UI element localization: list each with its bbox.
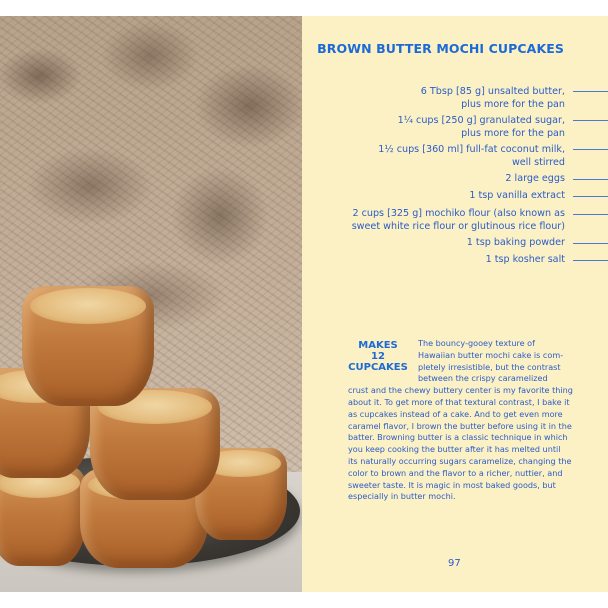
headnote-line: crust and the chewy buttery center is my favorite thing — [348, 385, 573, 396]
ingredient-item: 1 tsp vanilla extract — [469, 190, 565, 201]
headnote-line: caramel flavor, I brown the butter before using it in the — [348, 420, 572, 431]
ingredient-rule — [573, 196, 608, 197]
headnote-line: you keep cooking the butter after it has melted until — [348, 444, 561, 455]
cupcake-photo — [0, 16, 302, 592]
headnote-line: between the crispy caramelized — [418, 373, 548, 384]
ingredient-item: 2 large eggs — [505, 173, 565, 184]
ingredient-item: 1 tsp baking powder — [466, 237, 565, 248]
ingredient-rule — [573, 243, 608, 244]
book-spread — [0, 16, 608, 592]
headnote-line: especially in butter mochi. — [348, 491, 456, 502]
headnote-line: its naturally occurring sugars caramelize, changing the — [348, 456, 572, 466]
mochi-cupcake — [22, 286, 154, 406]
headnote-line: pletely irresistible, but the contrast — [418, 361, 561, 372]
yield-label: MAKES 12 CUPCAKES — [348, 340, 408, 373]
ingredient-item: 1½ cups [360 ml] full-fat coconut milk, well stirred — [378, 144, 565, 168]
headnote-line: Hawaiian butter mochi cake is com- — [418, 349, 564, 360]
headnote-line: sweeter taste. It is magic in most baked goods, but — [348, 479, 556, 490]
recipe-page — [302, 16, 608, 592]
ingredient-rule — [573, 260, 608, 261]
ingredient-rule — [573, 179, 608, 180]
recipe-title: BROWN BUTTER MOCHI CUPCAKES — [317, 41, 564, 56]
headnote-line: The bouncy-gooey texture of — [418, 338, 535, 348]
ingredient-item: 1 tsp kosher salt — [485, 254, 565, 265]
headnote-line: about it. To get more of that textural contrast, I bake it — [348, 397, 570, 407]
mochi-cupcake — [0, 466, 86, 566]
ingredient-item: 1¼ cups [250 g] granulated sugar, plus more for the pan — [397, 115, 565, 139]
ingredient-rule — [573, 91, 608, 92]
headnote-line: color to brown and the flavor to a richer, nuttier, and — [348, 467, 563, 478]
ingredient-item: 6 Tbsp [85 g] unsalted butter, plus more for the pan — [420, 86, 565, 110]
headnote-line: batter. Browning butter is a classic technique in which — [348, 432, 568, 443]
headnote-line: as cupcakes instead of a cake. And to get even more — [348, 408, 563, 419]
ingredient-rule — [573, 149, 608, 150]
page-number: 97 — [448, 558, 461, 569]
ingredient-rule — [573, 120, 608, 121]
ingredient-item: 2 cups [325 g] mochiko flour (also known as sweet white rice flour or glutinous rice flour) — [351, 208, 565, 232]
ingredient-rule — [573, 214, 608, 215]
